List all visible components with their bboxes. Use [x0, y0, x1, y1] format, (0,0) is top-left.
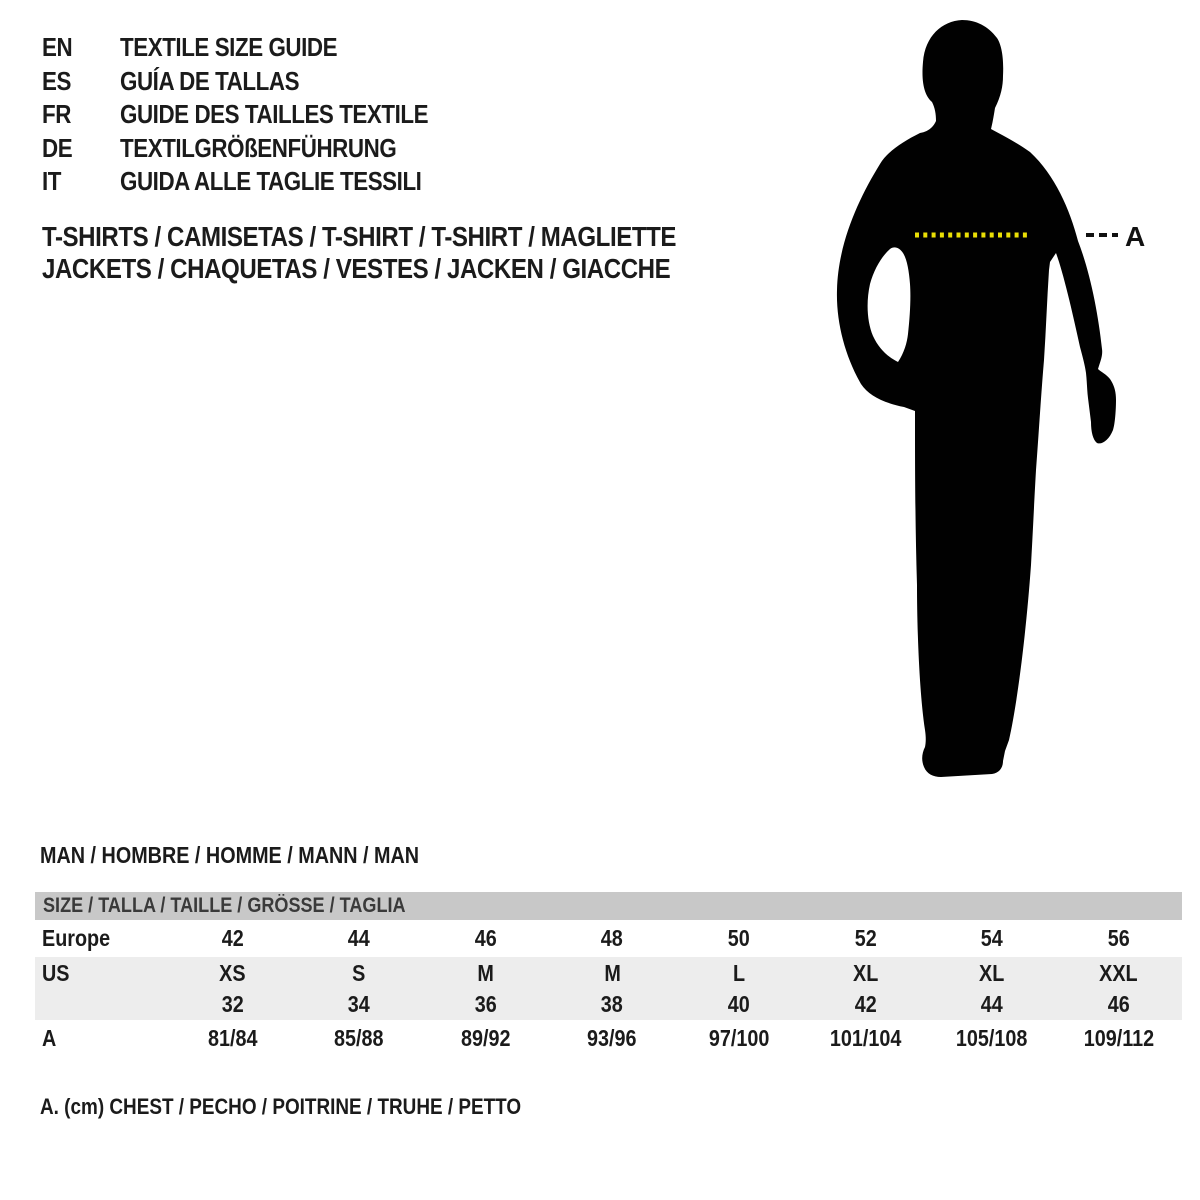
table-cell — [422, 925, 549, 952]
table-cell-text: 54 — [981, 925, 1004, 951]
measurement-footnote — [40, 1094, 599, 1120]
language-title: TEXTILE SIZE GUIDE — [120, 32, 338, 63]
language-title: GUÍA DE TALLAS — [120, 65, 300, 96]
table-cell — [929, 960, 1056, 987]
table-cell — [169, 960, 296, 987]
table-cell — [802, 925, 929, 952]
table-cell-text: 85/88 — [334, 1024, 384, 1051]
table-cell-text: 97/100 — [708, 1024, 770, 1051]
table-cell — [422, 1025, 549, 1052]
language-code: EN — [42, 32, 73, 63]
table-cell-text: 42 — [221, 925, 244, 951]
size-table-header — [35, 892, 1182, 920]
table-cell-text: 101/104 — [829, 1024, 902, 1051]
table-row-label — [35, 1025, 169, 1052]
table-cell — [296, 1025, 423, 1052]
size-table — [35, 892, 1182, 1056]
product-category-line — [42, 253, 779, 285]
table-cell-text: 105/108 — [956, 1024, 1028, 1051]
measure-label-a: A — [1125, 221, 1146, 252]
table-cell — [296, 925, 423, 952]
table-cell — [1055, 991, 1182, 1018]
man-silhouette-figure — [820, 0, 1200, 800]
table-cell — [549, 960, 676, 987]
language-row — [42, 165, 478, 199]
table-cell-text: 52 — [854, 925, 877, 951]
table-cell-text: 48 — [601, 925, 624, 951]
language-row — [42, 65, 478, 99]
table-cell — [169, 1025, 296, 1052]
language-title: TEXTILGRÖßENFÜHRUNG — [120, 132, 397, 163]
table-cell — [169, 991, 296, 1018]
language-code: FR — [42, 99, 71, 130]
table-row-label — [35, 925, 169, 952]
table-cell — [1055, 960, 1182, 987]
table-cell — [1055, 1025, 1182, 1052]
language-row — [42, 98, 478, 132]
language-code: IT — [42, 166, 62, 197]
man-silhouette — [837, 20, 1116, 777]
table-cell-text: 81/84 — [207, 1024, 258, 1051]
table-cell — [549, 925, 676, 952]
table-cell — [296, 960, 423, 987]
table-cell-text: M — [603, 959, 621, 986]
table-cell-text: S — [352, 959, 366, 986]
table-cell — [802, 1025, 929, 1052]
table-cell — [676, 991, 803, 1018]
table-cell-text: 34 — [347, 991, 370, 1017]
table-cell — [1055, 925, 1182, 952]
table-cell — [802, 960, 929, 987]
table-cell-text: 93/96 — [587, 1024, 637, 1051]
table-cell-text: XXL — [1099, 959, 1138, 986]
table-row — [35, 1020, 1182, 1056]
table-cell-text: XS — [219, 959, 246, 986]
table-cell — [422, 991, 549, 1018]
language-row — [42, 132, 478, 166]
table-cell-text: XL — [979, 959, 1005, 986]
product-category-line-text: T-SHIRTS / CAMISETAS / T-SHIRT / T-SHIRT / MAGLIETTE — [42, 221, 677, 252]
table-row — [35, 920, 1182, 957]
table-row-label-text: US — [42, 959, 70, 986]
size-table-header-text: SIZE / TALLA / TAILLE / GRÖSSE / TAGLIA — [43, 894, 406, 917]
table-cell-text: 109/112 — [1083, 1024, 1154, 1051]
table-row — [35, 957, 1182, 989]
table-cell — [929, 925, 1056, 952]
table-cell — [929, 1025, 1056, 1052]
language-row — [42, 31, 478, 65]
language-title: GUIDE DES TAILLES TEXTILE — [120, 99, 429, 130]
table-cell-text: 46 — [1107, 991, 1130, 1017]
table-row-label — [35, 991, 169, 1018]
language-code: ES — [42, 65, 71, 96]
table-cell-text: L — [732, 959, 745, 986]
table-cell — [929, 991, 1056, 1018]
language-title: GUIDA ALLE TAGLIE TESSILI — [120, 166, 422, 197]
table-cell-text: 32 — [221, 991, 244, 1017]
size-table-rows — [35, 920, 1182, 1056]
table-cell-text: 46 — [474, 925, 497, 951]
table-cell — [802, 991, 929, 1018]
table-row-label-text: A — [42, 1024, 57, 1051]
table-row — [35, 989, 1182, 1020]
section-title — [40, 842, 481, 869]
table-cell-text: 44 — [981, 991, 1004, 1017]
table-cell-text: 50 — [727, 925, 750, 951]
product-category-line — [42, 221, 779, 253]
table-cell-text: 44 — [347, 925, 370, 951]
table-cell — [676, 925, 803, 952]
language-code: DE — [42, 132, 73, 163]
table-cell-text: 36 — [474, 991, 497, 1017]
table-cell — [422, 960, 549, 987]
language-title-list — [42, 31, 478, 199]
table-cell-text: 56 — [1107, 925, 1130, 951]
product-category-lines — [42, 221, 779, 285]
table-cell — [549, 1025, 676, 1052]
table-cell-text: XL — [852, 959, 879, 986]
table-row-label — [35, 960, 169, 987]
product-category-line-text: JACKETS / CHAQUETAS / VESTES / JACKEN / GIACCHE — [42, 253, 671, 284]
table-cell-text: M — [477, 959, 494, 986]
table-cell — [169, 925, 296, 952]
table-row-label-text: Europe — [42, 925, 111, 951]
table-cell-text: 40 — [727, 991, 750, 1017]
table-cell — [676, 960, 803, 987]
section-title-text: MAN / HOMBRE / HOMME / MANN / MAN — [40, 842, 420, 868]
table-cell-text: 42 — [854, 991, 877, 1017]
table-cell — [676, 1025, 803, 1052]
table-cell — [549, 991, 676, 1018]
table-cell-text: 89/92 — [460, 1024, 511, 1051]
table-cell-text: 38 — [601, 991, 624, 1017]
table-cell — [296, 991, 423, 1018]
measurement-footnote-text: A. (cm) CHEST / PECHO / POITRINE / TRUHE / PETTO — [40, 1094, 522, 1119]
